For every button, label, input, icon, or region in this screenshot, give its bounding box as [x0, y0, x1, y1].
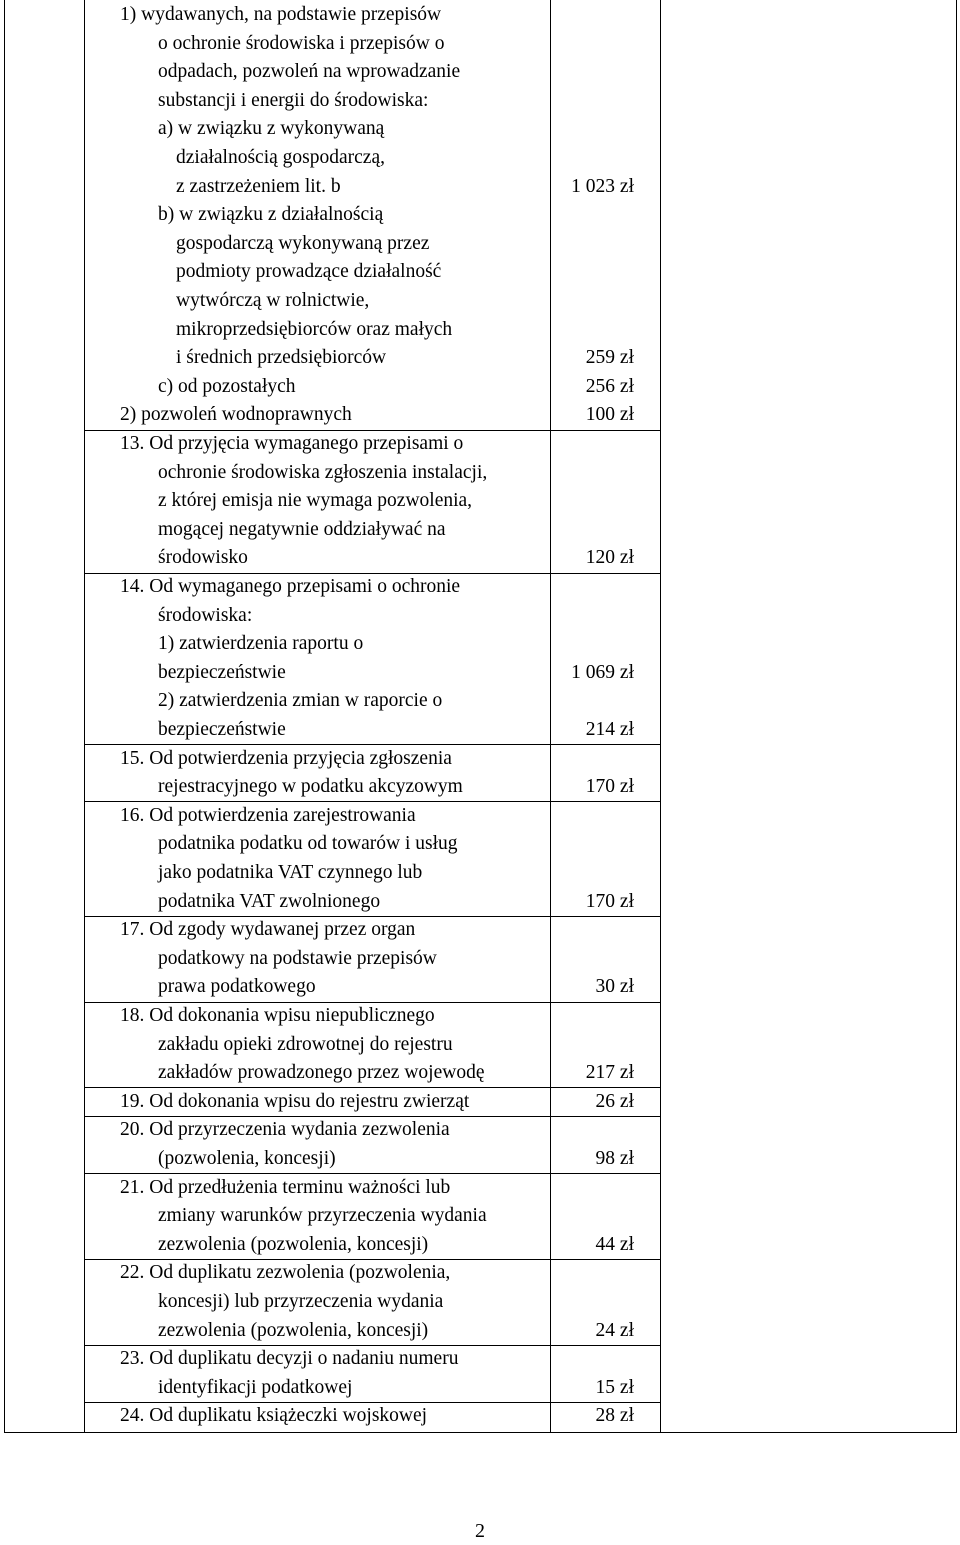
description-line: mikroprzedsiębiorców oraz małych: [176, 318, 453, 340]
description-line: c) od pozostałych: [158, 375, 296, 397]
description-line: podatkowy na podstawie przepisów: [158, 947, 437, 969]
description-line: 16. Od potwierdzenia zarejestrowania: [120, 804, 416, 826]
fee-amount: [548, 916, 634, 1002]
fee-description: [120, 430, 487, 573]
description-line: i średnich przedsiębiorców: [176, 347, 387, 369]
amount-line: [548, 87, 634, 116]
amount-line: 24 zł: [595, 1319, 634, 1341]
description-line: 22. Od duplikatu zezwolenia (pozwolenia,: [120, 1262, 451, 1284]
description-line: 2) zatwierdzenia zmian w raporcie o: [158, 690, 443, 712]
amount-line: [548, 1, 634, 30]
description-line: zezwolenia (pozwolenia, koncesji): [158, 1319, 429, 1341]
fee-amount: [548, 573, 634, 745]
amount-line: 1 069 zł: [571, 661, 634, 683]
amount-line: [548, 287, 634, 316]
fee-description: [120, 1345, 458, 1402]
description-line: 1) wydawanych, na podstawie przepisów: [120, 4, 442, 25]
description-line: środowisko: [158, 547, 248, 569]
amount-line: 44 zł: [595, 1233, 634, 1255]
amount-line: [548, 916, 634, 945]
description-line: 14. Od wymaganego przepisami o ochronie: [120, 576, 461, 597]
description-line: 23. Od duplikatu decyzji o nadaniu numeru: [120, 1348, 459, 1370]
amount-line: [548, 802, 634, 831]
fee-description: [120, 1259, 450, 1345]
amount-line: 217 zł: [585, 1062, 634, 1084]
amount-line: [548, 1259, 634, 1288]
amount-line: [548, 1174, 634, 1203]
amount-line: [548, 144, 634, 173]
amount-line: [548, 1116, 634, 1145]
amount-line: [548, 745, 634, 774]
description-line: ochronie środowiska zgłoszenia instalacji,: [158, 461, 488, 483]
fee-amount: [548, 1, 634, 430]
description-line: o ochronie środowiska i przepisów o: [158, 32, 445, 54]
description-line: wytwórczą w rolnictwie,: [176, 289, 370, 311]
description-line: (pozwolenia, koncesji): [158, 1147, 336, 1169]
table-divider-3: [660, 0, 661, 1433]
description-line: 15. Od potwierdzenia przyjęcia zgłoszenia: [120, 747, 452, 769]
fee-description: [120, 573, 460, 745]
amount-line: 26 zł: [595, 1090, 634, 1112]
fee-amount: [548, 1174, 634, 1260]
description-line: 2) pozwoleń wodnoprawnych: [120, 404, 352, 426]
amount-line: [548, 1031, 634, 1060]
description-line: mogącej negatywnie oddziaływać na: [158, 518, 446, 540]
description-line: 1) zatwierdzenia raportu o: [158, 633, 364, 655]
fee-amount: [548, 1002, 634, 1088]
amount-line: [548, 945, 634, 974]
amount-line: [548, 230, 634, 259]
amount-line: [548, 459, 634, 488]
fee-description: [120, 1402, 427, 1431]
description-line: podatnika VAT zwolnionego: [158, 890, 381, 912]
amount-line: 256 zł: [585, 375, 634, 397]
fee-amount: [548, 1259, 634, 1345]
fee-description: [120, 802, 458, 916]
fee-description: [120, 916, 437, 1002]
amount-line: [548, 201, 634, 230]
description-line: zakładów prowadzonego przez wojewodę: [158, 1062, 485, 1084]
description-line: 24. Od duplikatu książeczki wojskowej: [120, 1405, 428, 1427]
description-line: bezpieczeństwie: [158, 661, 286, 683]
amount-line: [548, 1345, 634, 1374]
fee-amount: [548, 1116, 634, 1173]
amount-line: [548, 316, 634, 345]
description-line: prawa podatkowego: [158, 976, 316, 998]
amount-line: 30 zł: [595, 976, 634, 998]
fee-description: [120, 1116, 450, 1173]
description-line: 18. Od dokonania wpisu niepublicznego: [120, 1005, 435, 1026]
amount-line: 259 zł: [585, 347, 634, 369]
table-border-bottom: [4, 1432, 957, 1433]
fee-amount: [548, 802, 634, 916]
description-line: z której emisja nie wymaga pozwolenia,: [158, 490, 473, 512]
description-line: 21. Od przedłużenia terminu ważności lub: [120, 1176, 451, 1198]
description-line: z zastrzeżeniem lit. b: [176, 175, 341, 197]
description-line: b) w związku z działalnością: [158, 204, 384, 226]
amount-line: [548, 58, 634, 87]
amount-line: 170 zł: [585, 776, 634, 798]
amount-line: [548, 115, 634, 144]
fee-amount: [548, 430, 634, 573]
amount-line: [548, 687, 634, 716]
fee-amount: [548, 1402, 634, 1431]
amount-line: [548, 1002, 634, 1031]
description-line: koncesji) lub przyrzeczenia wydania: [158, 1290, 444, 1312]
amount-line: 28 zł: [595, 1405, 634, 1427]
description-line: 13. Od przyjęcia wymaganego przepisami o: [120, 433, 464, 454]
description-line: zezwolenia (pozwolenia, koncesji): [158, 1233, 429, 1255]
description-line: substancji i energii do środowiska:: [158, 89, 429, 111]
description-line: odpadach, pozwoleń na wprowadzanie: [158, 61, 461, 83]
description-line: 20. Od przyrzeczenia wydania zezwolenia: [120, 1119, 450, 1141]
description-line: podmioty prowadzące działalność: [176, 261, 442, 283]
description-line: a) w związku z wykonywaną: [158, 118, 385, 140]
table-border-left: [4, 0, 5, 1433]
description-line: rejestracyjnego w podatku akcyzowym: [158, 776, 463, 798]
amount-line: [548, 830, 634, 859]
amount-line: [548, 630, 634, 659]
description-line: podatnika podatku od towarów i usług: [158, 833, 458, 855]
fee-description: [120, 1, 460, 430]
amount-line: 170 zł: [585, 890, 634, 912]
fee-amount: [548, 1345, 634, 1402]
amount-line: [548, 516, 634, 545]
amount-line: [548, 1288, 634, 1317]
description-line: 19. Od dokonania wpisu do rejestru zwierząt: [120, 1090, 470, 1112]
amount-line: [548, 573, 634, 602]
amount-line: [548, 859, 634, 888]
description-line: zakładu opieki zdrowotnej do rejestru: [158, 1033, 453, 1055]
description-line: identyfikacji podatkowej: [158, 1376, 353, 1398]
amount-line: [548, 602, 634, 631]
fee-description: [120, 1088, 469, 1117]
amount-line: 15 zł: [595, 1376, 634, 1398]
fee-amount: [548, 1088, 634, 1117]
amount-line: 100 zł: [585, 404, 634, 426]
amount-line: 214 zł: [585, 718, 634, 740]
amount-line: [548, 258, 634, 287]
fee-amount: [548, 745, 634, 802]
description-line: gospodarczą wykonywaną przez: [176, 232, 430, 254]
fee-description: [120, 1002, 484, 1088]
amount-line: [548, 30, 634, 59]
table-border-right: [956, 0, 957, 1433]
amount-line: [548, 487, 634, 516]
description-line: bezpieczeństwie: [158, 718, 286, 740]
description-line: środowiska:: [158, 604, 253, 626]
description-line: działalnością gospodarczą,: [176, 146, 385, 168]
fee-description: [120, 745, 463, 802]
amount-line: [548, 430, 634, 459]
amount-line: 1 023 zł: [571, 175, 634, 197]
amount-line: 98 zł: [595, 1147, 634, 1169]
amount-line: 120 zł: [585, 547, 634, 569]
description-line: jako podatnika VAT czynnego lub: [158, 861, 423, 883]
page-number: 2: [475, 1520, 485, 1542]
amount-line: [548, 1202, 634, 1231]
table-divider-1: [84, 0, 85, 1433]
description-line: 17. Od zgody wydawanej przez organ: [120, 919, 416, 941]
description-line: zmiany warunków przyrzeczenia wydania: [158, 1205, 487, 1227]
fee-description: [120, 1174, 487, 1260]
